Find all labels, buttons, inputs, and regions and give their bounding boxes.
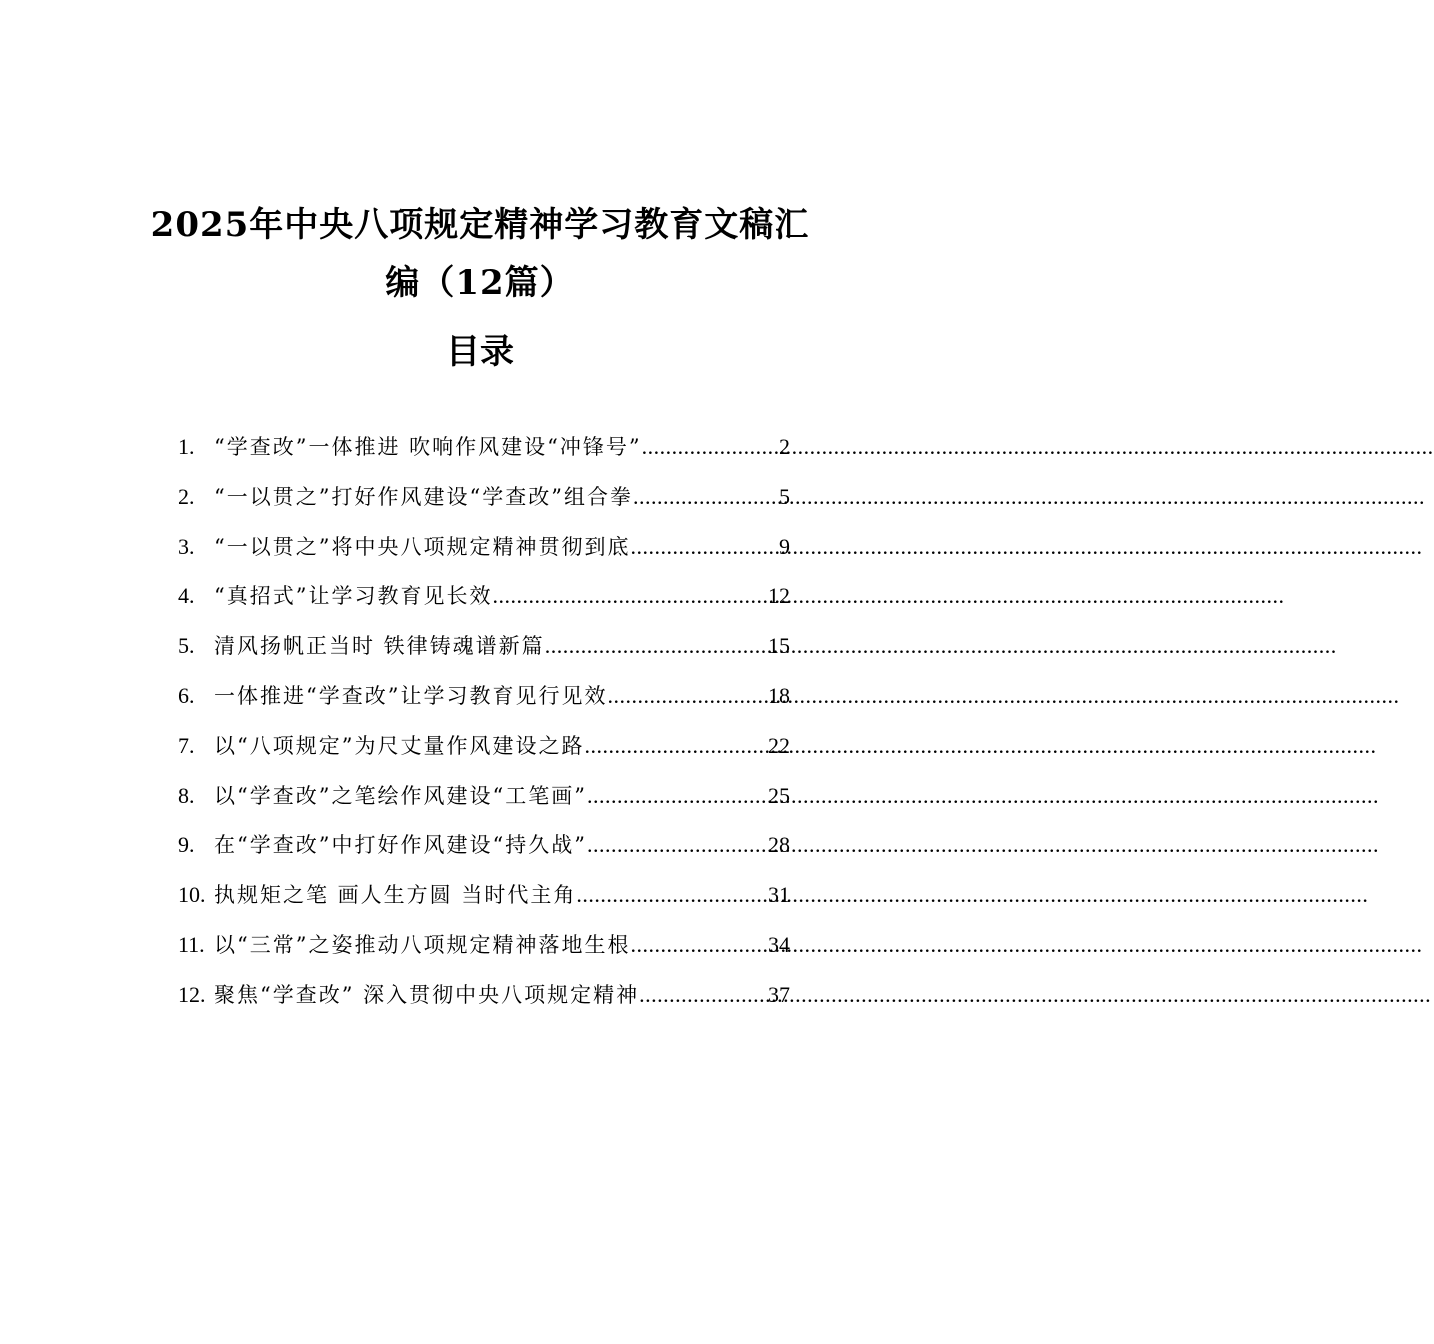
toc-entry-title: “学查改”一体推进 吹响作风建设“冲锋号”: [214, 435, 642, 459]
toc-entry-4[interactable]: [178, 580, 790, 630]
toc-entry-number: 2.: [178, 483, 195, 509]
toc-entry-number: 1.: [178, 434, 195, 459]
toc-entry-number: 11.: [178, 931, 205, 957]
toc-entry-12[interactable]: [178, 979, 790, 1029]
toc-entry-title: 一体推进“学查改”让学习教育见行见效: [214, 683, 608, 708]
toc-entry-number: 4.: [178, 583, 195, 609]
toc-entry-title: “一以贯之”打好作风建设“学查改”组合拳: [214, 484, 633, 509]
title-line-2: 编（12篇）: [385, 263, 575, 303]
toc-entry-title: 在“学查改”中打好作风建设“持久战”: [214, 833, 587, 858]
toc-entry-page: 34: [768, 931, 790, 957]
toc-entry-page: 12: [768, 583, 790, 609]
toc-dot-leader: [584, 733, 768, 759]
toc-dot-leader: [630, 932, 768, 958]
toc-entry-page: 37: [768, 981, 790, 1007]
toc-entry-title: “一以贯之”将中央八项规定精神贯彻到底: [214, 534, 631, 559]
toc-entry-page: 5: [779, 483, 790, 509]
toc-dot-leader: [587, 783, 768, 809]
toc-dot-leader: [607, 683, 768, 709]
toc-entry-2[interactable]: [178, 481, 790, 531]
toc-dot-leader: [642, 434, 779, 460]
toc-entry-title: 执规矩之笔 画人生方圆 当时代主角: [214, 883, 577, 908]
toc-entry-page: 28: [768, 832, 790, 858]
toc-entry-1[interactable]: [178, 431, 790, 481]
toc-entry-number: 12.: [178, 981, 206, 1007]
toc-entry-title: 以“学查改”之笔绘作风建设“工笔画”: [214, 783, 587, 808]
title-line-1: 2025年中央八项规定精神学习教育文稿汇: [150, 205, 810, 245]
toc-dot-leader: [630, 534, 779, 560]
toc-dot-leader: [492, 583, 768, 609]
toc-entry-11[interactable]: [178, 929, 790, 979]
toc-entry-6[interactable]: [178, 680, 790, 730]
toc-dot-leader: [545, 633, 768, 659]
toc-entry-9[interactable]: [178, 829, 790, 879]
toc-entry-7[interactable]: [178, 730, 790, 780]
toc-entry-page: 18: [768, 682, 790, 708]
toc-entry-page: 31: [768, 882, 790, 908]
document-title: [100, 196, 860, 312]
table-of-contents: [178, 431, 790, 1029]
toc-dot-leader: [576, 882, 768, 908]
toc-entry-page: 15: [768, 633, 790, 659]
toc-entry-title: 聚焦“学查改” 深入贯彻中央八项规定精神: [214, 982, 640, 1007]
toc-entry-8[interactable]: [178, 780, 790, 830]
toc-entry-10[interactable]: [178, 879, 790, 929]
toc-entry-title: 以“八项规定”为尺丈量作风建设之路: [214, 733, 585, 758]
toc-entry-page: 2: [779, 434, 790, 459]
toc-entry-3[interactable]: [178, 531, 790, 581]
toc-heading: 目录: [446, 332, 514, 372]
toc-entry-title: 清风扬帆正当时 铁律铸魂谱新篇: [214, 634, 545, 659]
toc-dot-leader: [587, 832, 768, 858]
toc-entry-number: 5.: [178, 633, 195, 659]
toc-entry-number: 8.: [178, 782, 195, 808]
toc-entry-title: “真招式”让学习教育见长效: [214, 584, 493, 609]
toc-dot-leader: [633, 484, 779, 510]
toc-entry-page: 22: [768, 732, 790, 758]
toc-entry-number: 3.: [178, 533, 195, 559]
toc-entry-number: 6.: [178, 682, 195, 708]
toc-entry-number: 10.: [178, 882, 206, 908]
toc-entry-number: 7.: [178, 732, 195, 758]
toc-entry-page: 9: [779, 533, 790, 559]
toc-dot-leader: [639, 982, 768, 1008]
toc-entry-5[interactable]: [178, 630, 790, 680]
toc-entry-page: 25: [768, 782, 790, 808]
toc-entry-title: 以“三常”之姿推动八项规定精神落地生根: [214, 932, 631, 957]
toc-entry-number: 9.: [178, 832, 195, 858]
